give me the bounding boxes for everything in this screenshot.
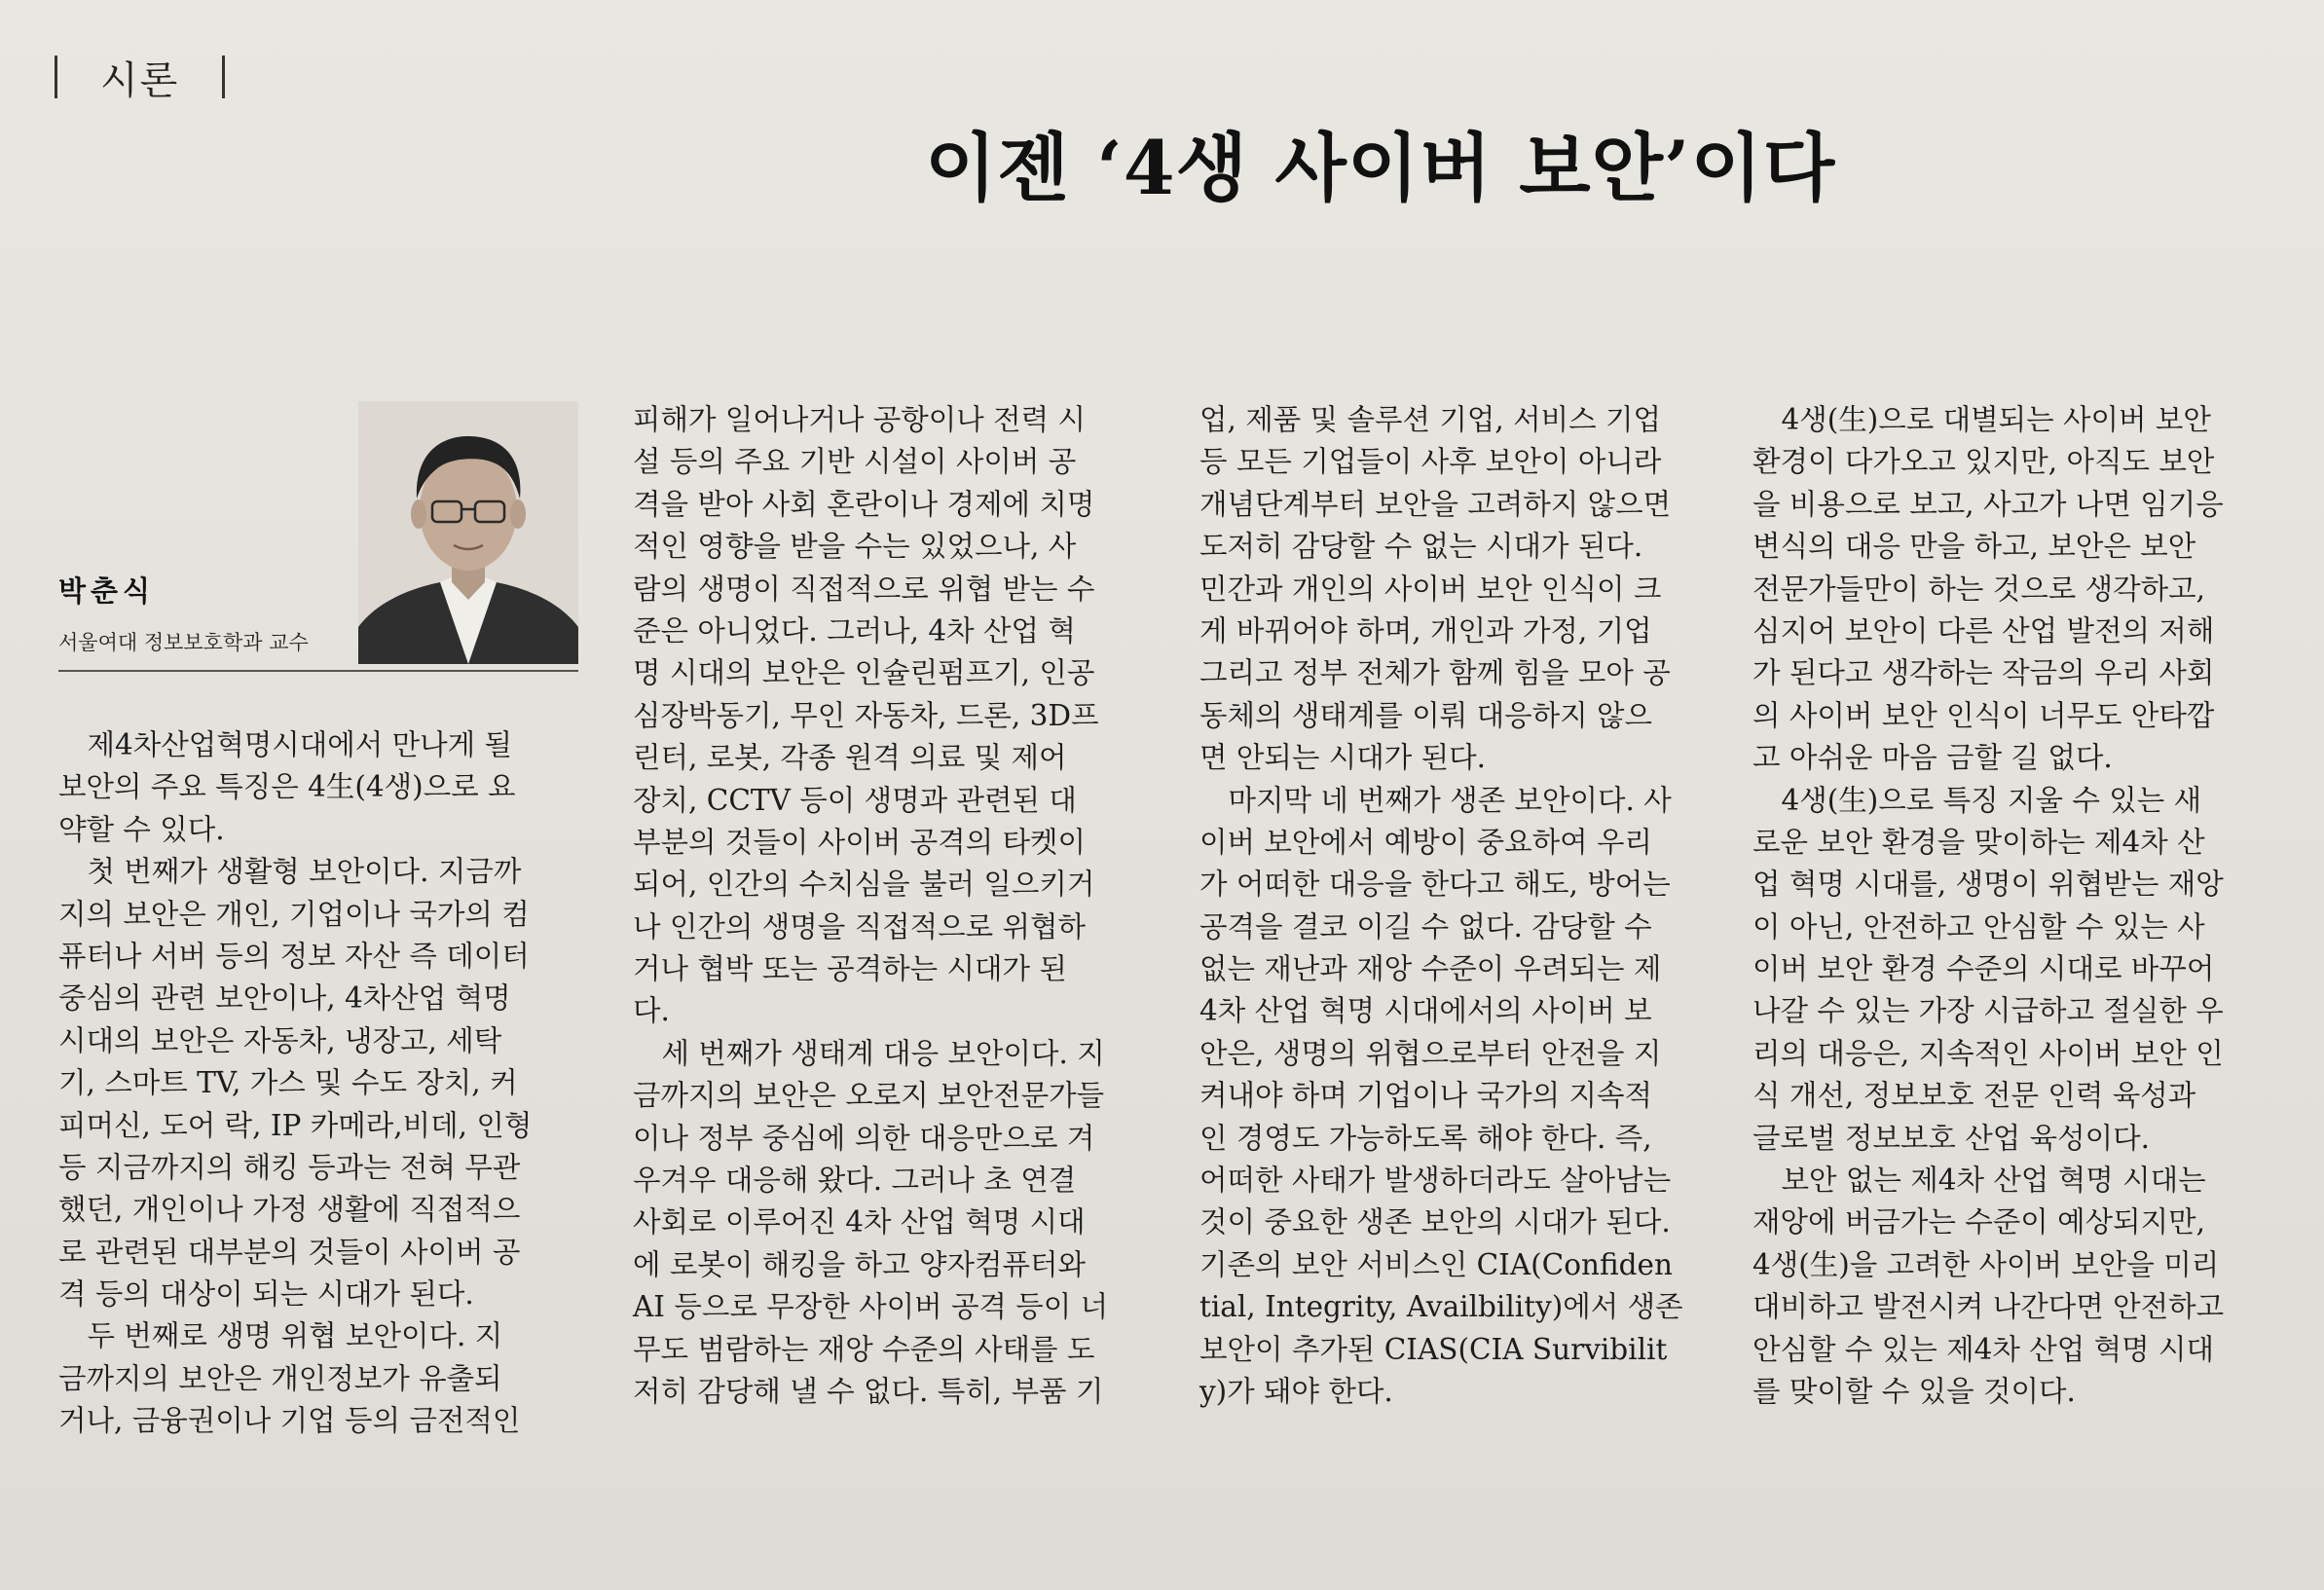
column-1-line: 등 지금까지의 해킹 등과는 전혀 무관 bbox=[58, 1150, 521, 1184]
column-3-line: 켜내야 하며 기업이나 국가의 지속적 bbox=[1199, 1079, 1652, 1113]
column-4-line: 글로벌 정보보호 산업 육성이다. bbox=[1752, 1121, 2150, 1155]
column-3-line: 업, 제품 및 솔루션 기업, 서비스 기업 bbox=[1199, 403, 1661, 436]
column-3-line: 민간과 개인의 사이버 보안 인식이 크 bbox=[1199, 572, 1662, 606]
column-4-line: 리의 대응은, 지속적인 사이버 보안 인 bbox=[1752, 1036, 2224, 1070]
column-1-line: 기, 스마트 TV, 가스 및 수도 장치, 커 bbox=[58, 1066, 518, 1100]
column-4-line: 업 혁명 시대를, 생명이 위협받는 재앙 bbox=[1752, 868, 2224, 902]
column-4-line: 이버 보안 환경 수준의 시대로 바꾸어 bbox=[1752, 952, 2215, 986]
column-3-line: 게 바뀌어야 하며, 개인과 가정, 기업 bbox=[1199, 613, 1652, 647]
column-1-line: 지의 보안은 개인, 기업이나 국가의 컴 bbox=[58, 897, 530, 931]
column-1-line: 퓨터나 서버 등의 정보 자산 즉 데이터 bbox=[58, 939, 530, 973]
column-4-line: 재앙에 버금가는 수준이 예상되지만, bbox=[1752, 1205, 2205, 1239]
column-1-line: 시대의 보안은 자동차, 냉장고, 세탁 bbox=[58, 1023, 502, 1057]
author-photo bbox=[358, 401, 578, 664]
column-4-line: 보안 없는 제4차 산업 혁명 시대는 bbox=[1752, 1164, 2206, 1198]
column-2-line: 세 번째가 생태계 대응 보안이다. 지 bbox=[633, 1036, 1105, 1070]
column-3-line: 4차 산업 혁명 시대에서의 사이버 보 bbox=[1199, 994, 1652, 1028]
article-headline: 이젠 ‘4생 사이버 보안’이다 bbox=[925, 125, 1836, 211]
column-2-line: 명 시대의 보안은 인슐린펌프기, 인공 bbox=[633, 656, 1095, 690]
column-1-line: 피머신, 도어 락, IP 카메라,비데, 인형 bbox=[58, 1108, 533, 1142]
column-3-line: 개념단계부터 보안을 고려하지 않으면 bbox=[1199, 487, 1672, 521]
column-4-line: 가 된다고 생각하는 작금의 우리 사회 bbox=[1752, 656, 2215, 690]
column-2-line: 람의 생명이 직접적으로 위협 받는 수 bbox=[633, 572, 1095, 606]
column-2-line: 적인 영향을 받을 수는 있었으나, 사 bbox=[633, 530, 1077, 564]
column-3-line: 것이 중요한 생존 보안의 시대가 된다. bbox=[1199, 1205, 1671, 1239]
column-4-line: 변식의 대응 만을 하고, 보안은 보안 bbox=[1752, 530, 2196, 564]
article-column-3 bbox=[1199, 399, 1725, 1413]
column-4-line: 안심할 수 있는 제4차 산업 혁명 시대 bbox=[1752, 1332, 2214, 1366]
column-3-line: y)가 돼야 한다. bbox=[1199, 1374, 1393, 1408]
column-2-line: 피해가 일어나거나 공항이나 전력 시 bbox=[633, 403, 1086, 436]
column-3-line: 이버 보안에서 예방이 중요하여 우리 bbox=[1199, 825, 1652, 859]
column-1-line: 했던, 개인이나 가정 생활에 직접적으 bbox=[58, 1193, 521, 1227]
column-2-line: 린터, 로봇, 각종 원격 의료 및 제어 bbox=[633, 741, 1067, 775]
column-2-line: 사회로 이루어진 4차 산업 혁명 시대 bbox=[633, 1205, 1086, 1239]
column-3-line: 도저히 감당할 수 없는 시대가 된다. bbox=[1199, 530, 1643, 564]
column-4-line: 4생(生)을 고려한 사이버 보안을 미리 bbox=[1752, 1247, 2220, 1281]
column-4-line: 심지어 보안이 다른 산업 발전의 저해 bbox=[1752, 613, 2215, 647]
column-1-line: 금까지의 보안은 개인정보가 유출되 bbox=[58, 1361, 502, 1395]
column-1-line: 제4차산업혁명시대에서 만나게 될 bbox=[58, 728, 512, 761]
column-2-line: 부분의 것들이 사이버 공격의 타켓이 bbox=[633, 825, 1086, 859]
column-3-line: 공격을 결코 이길 수 없다. 감당할 수 bbox=[1199, 909, 1652, 943]
column-2-line: 준은 아니었다. 그러나, 4차 산업 혁 bbox=[633, 613, 1076, 647]
author-portrait-illustration bbox=[358, 401, 578, 664]
column-2-line: 저히 감당해 낼 수 없다. 특히, 부품 기 bbox=[633, 1374, 1104, 1408]
column-3-line: 등 모든 기업들이 사후 보안이 아니라 bbox=[1199, 445, 1662, 479]
column-2-line: 이나 정부 중심에 의한 대응만으로 겨 bbox=[633, 1121, 1095, 1155]
column-2-line: 우겨우 대응해 왔다. 그러나 초 연결 bbox=[633, 1164, 1077, 1198]
column-1-line: 보안의 주요 특징은 4生(4생)으로 요 bbox=[58, 770, 516, 804]
article-column-1 bbox=[58, 724, 584, 1443]
article-column-4 bbox=[1752, 399, 2278, 1413]
column-4-line: 식 개선, 정보보호 전문 인력 육성과 bbox=[1752, 1079, 2196, 1113]
column-1-line: 중심의 관련 보안이나, 4차산업 혁명 bbox=[58, 981, 511, 1016]
column-2-line: 나 인간의 생명을 직접적으로 위협하 bbox=[633, 909, 1086, 943]
column-4-line: 을 비용으로 보고, 사고가 나면 임기응 bbox=[1752, 487, 2224, 521]
column-3-line: 없는 재난과 재앙 수준이 우려되는 제 bbox=[1199, 952, 1662, 986]
column-3-line: tial, Integrity, Availbility)에서 생존 bbox=[1199, 1290, 1683, 1324]
byline-divider bbox=[58, 670, 578, 672]
column-2-line: 다. bbox=[633, 994, 670, 1028]
column-3-line: 인 경영도 가능하도록 해야 한다. 즉, bbox=[1199, 1121, 1652, 1155]
column-4-line: 를 맞이할 수 있을 것이다. bbox=[1752, 1374, 2076, 1408]
column-4-line: 4생(生)으로 대별되는 사이버 보안 bbox=[1752, 403, 2211, 436]
column-4-line: 환경이 다가오고 있지만, 아직도 보안 bbox=[1752, 445, 2215, 479]
column-3-line: 가 어떠한 대응을 한다고 해도, 방어는 bbox=[1199, 868, 1671, 902]
column-4-line: 전문가들만이 하는 것으로 생각하고, bbox=[1752, 572, 2205, 606]
column-1-line: 로 관련된 대부분의 것들이 사이버 공 bbox=[58, 1235, 521, 1269]
column-4-line: 로운 보안 환경을 맞이하는 제4차 산 bbox=[1752, 825, 2205, 859]
column-1-line: 거나, 금융권이나 기업 등의 금전적인 bbox=[58, 1404, 521, 1438]
column-3-line: 어떠한 사태가 발생하더라도 살아남는 bbox=[1199, 1164, 1672, 1198]
column-2-line: AI 등으로 무장한 사이버 공격 등이 너 bbox=[633, 1290, 1109, 1324]
section-divider-left bbox=[55, 55, 57, 98]
author-affiliation: 서울여대 정보보호학과 교수 bbox=[58, 631, 309, 654]
column-3-line: 보안이 추가된 CIAS(CIA Survibilit bbox=[1199, 1332, 1668, 1366]
column-4-line: 대비하고 발전시켜 나간다면 안전하고 bbox=[1752, 1290, 2225, 1324]
column-3-line: 기존의 보안 서비스인 CIA(Confiden bbox=[1199, 1247, 1673, 1281]
section-label: 시론 bbox=[100, 57, 180, 103]
column-2-line: 금까지의 보안은 오로지 보안전문가들 bbox=[633, 1079, 1105, 1113]
column-4-line: 나갈 수 있는 가장 시급하고 절실한 우 bbox=[1752, 994, 2224, 1028]
column-2-line: 무도 범람하는 재앙 수준의 사태를 도 bbox=[633, 1332, 1095, 1366]
column-3-line: 그리고 정부 전체가 함께 힘을 모아 공 bbox=[1199, 656, 1671, 690]
column-3-line: 마지막 네 번째가 생존 보안이다. 사 bbox=[1199, 783, 1672, 817]
column-2-line: 격을 받아 사회 혼란이나 경제에 치명 bbox=[633, 487, 1095, 521]
column-1-line: 첫 번째가 생활형 보안이다. 지금까 bbox=[58, 855, 522, 889]
column-3-line: 동체의 생태계를 이뤄 대응하지 않으 bbox=[1199, 698, 1652, 732]
column-1-line: 두 번째로 생명 위협 보안이다. 지 bbox=[58, 1319, 503, 1353]
column-3-line: 안은, 생명의 위협으로부터 안전을 지 bbox=[1199, 1036, 1662, 1070]
column-2-line: 에 로봇이 해킹을 하고 양자컴퓨터와 bbox=[633, 1247, 1086, 1281]
column-2-line: 장치, CCTV 등이 생명과 관련된 대 bbox=[633, 783, 1077, 817]
column-4-line: 이 아닌, 안전하고 안심할 수 있는 사 bbox=[1752, 909, 2205, 943]
column-2-line: 심장박동기, 무인 자동차, 드론, 3D프 bbox=[633, 698, 1099, 732]
column-2-line: 거나 협박 또는 공격하는 시대가 된 bbox=[633, 952, 1067, 986]
column-4-line: 4생(生)으로 특징 지울 수 있는 새 bbox=[1752, 783, 2202, 817]
author-name: 박춘식 bbox=[58, 574, 156, 608]
column-4-line: 의 사이버 보안 인식이 너무도 안타깝 bbox=[1752, 698, 2215, 732]
column-2-line: 되어, 인간의 수치심을 불러 일으키거 bbox=[633, 868, 1095, 902]
section-divider-right bbox=[222, 55, 225, 98]
column-2-line: 설 등의 주요 기반 시설이 사이버 공 bbox=[633, 445, 1077, 479]
section-header bbox=[55, 51, 225, 103]
article-column-2 bbox=[633, 399, 1159, 1413]
column-1-line: 약할 수 있다. bbox=[58, 812, 225, 846]
column-3-line: 면 안되는 시대가 된다. bbox=[1199, 741, 1486, 775]
column-4-line: 고 아쉬운 마음 금할 길 없다. bbox=[1752, 741, 2113, 775]
column-1-line: 격 등의 대상이 되는 시대가 된다. bbox=[58, 1277, 474, 1312]
